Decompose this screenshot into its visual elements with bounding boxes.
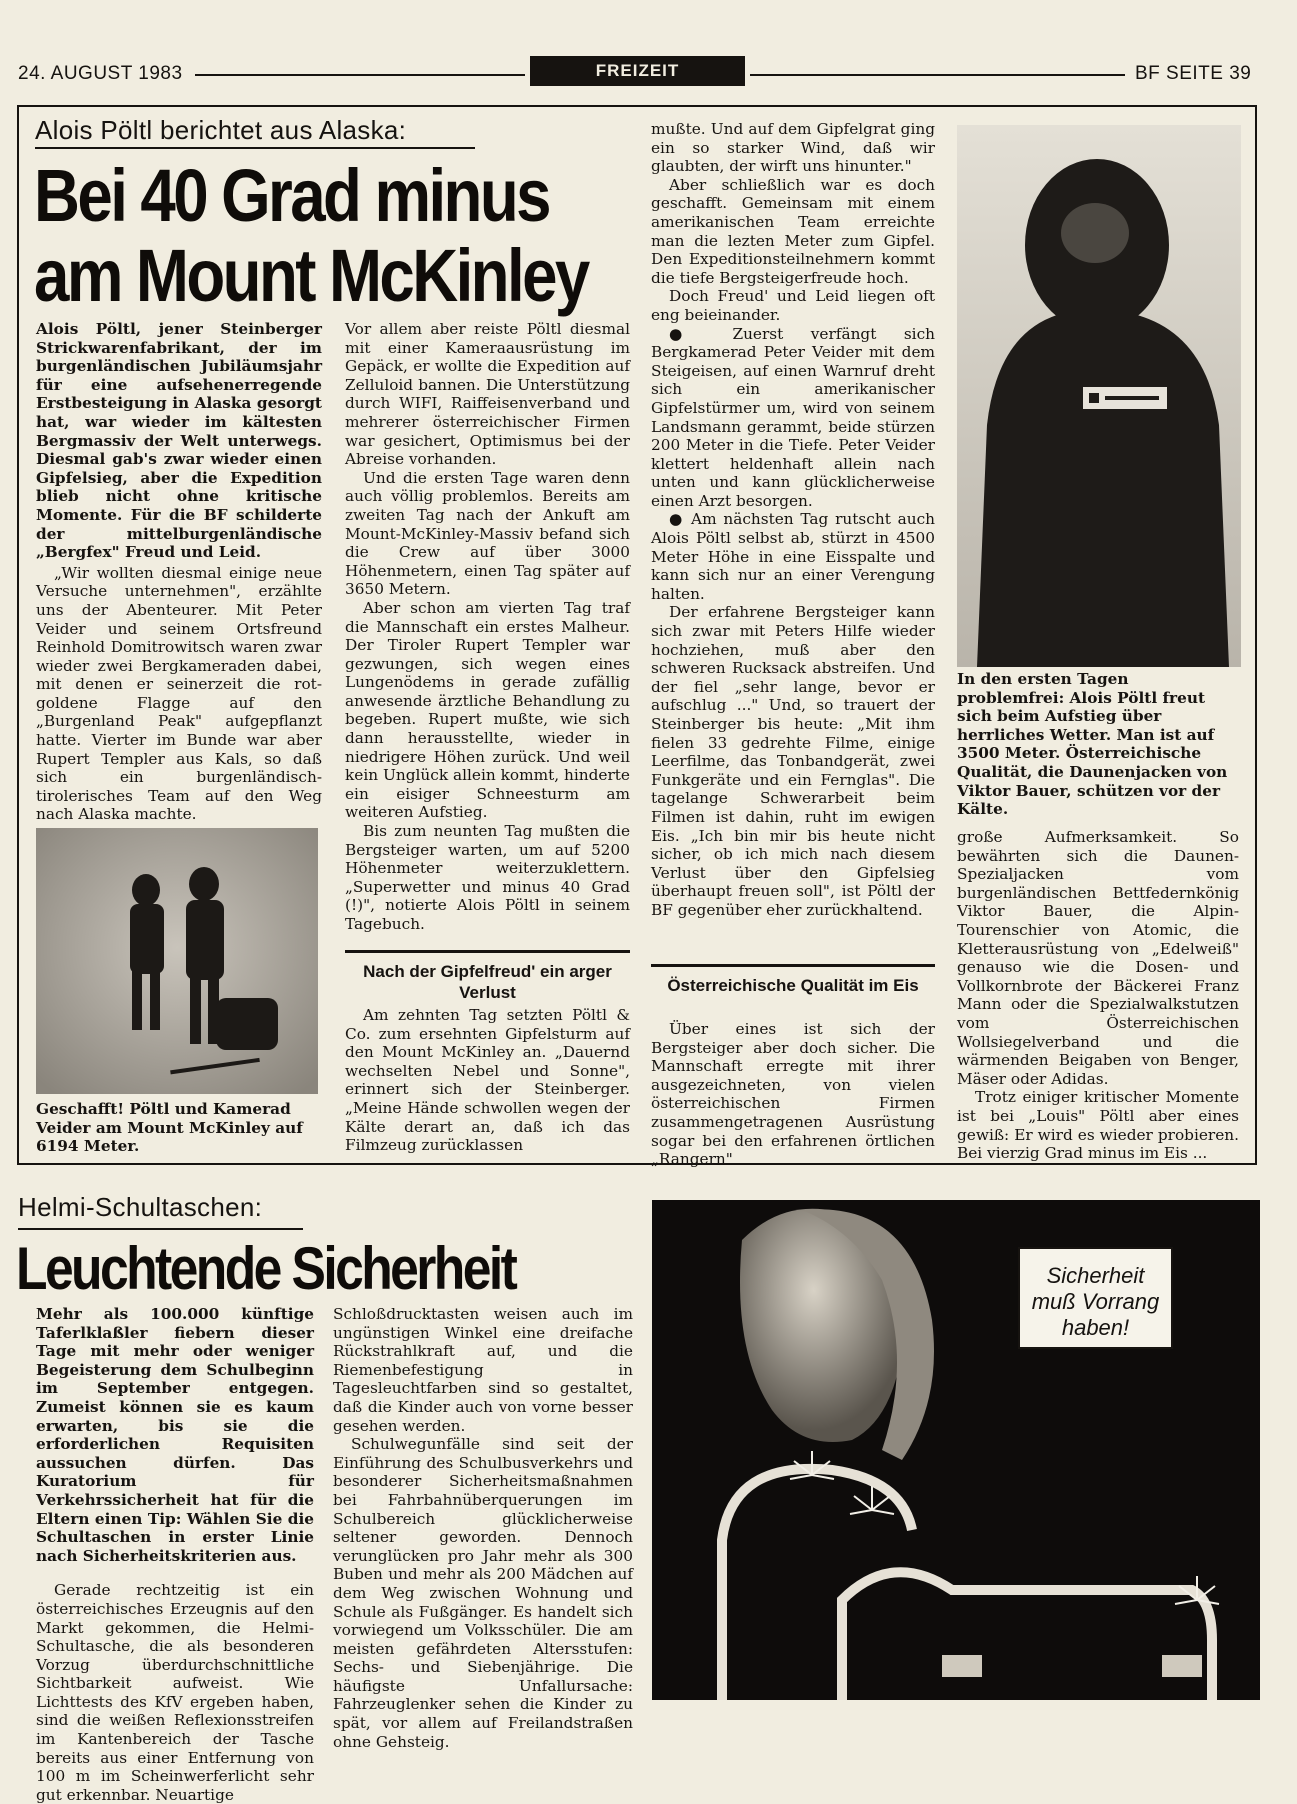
paragraph: Aber schon am vierten Tag traf die Mannschaft ein erstes Malheur. Der Tiroler Rupert Templer war gezwungen, sich wegen eines Lungenödems in gerade zufällig anwesende ärztliche Behandlung zu begeben. Rupert mußte, wie sich dann herausstellte, wieder in niedrigere Höhen zurück. Und weil kein Unglück allein kommt, hinderte ein eisiger Schneesturm am weiteren Aufstieg.: [345, 598, 630, 822]
article2-kicker: Helmi-Schultaschen:: [18, 1192, 263, 1222]
kicker-rule: [35, 147, 475, 149]
climber-photo-image: [957, 125, 1241, 667]
article1-column-2: [345, 320, 630, 934]
issue-date: 24. AUGUST 1983: [18, 63, 183, 84]
paragraph: Doch Freud' und Leid liegen oft eng beieinander.: [651, 287, 935, 324]
article2-lead: Mehr als 100.000 künftige Taferlklaßler fiebern dieser Tage mit mehr oder weniger Begeisterung dem Schulbeginn im September entgegen. Zumeist können sie es kaum erwarten, bis sie die erforderlichen Requisiten aussuchen dürfen. Das Kuratorium für Verkehrssicherheit hat für die Eltern einen Tip: Wählen Sie die Schultaschen in erster Linie nach Sicherheitskriterien aus.: [36, 1305, 314, 1565]
paragraph: Vor allem aber reiste Pöltl diesmal mit einer Kameraausrüstung im Gepäck, er wollte die Expedition auf Zelluloid bannen. Die Unterstützung durch WIFI, Raiffeisenverband und mehrerer österreichischer Firmen war gesichert, Optimismus bei der Abreise vorhanden.: [345, 320, 630, 469]
article2-column-1: [36, 1305, 314, 1804]
article2-headline: Leuchtende Sicherheit: [16, 1235, 516, 1302]
summit-photo: [36, 828, 318, 1094]
article1-kicker: Alois Pöltl berichtet aus Alaska:: [35, 115, 407, 145]
paragraph: Bis zum neunten Tag mußten die Bergsteiger warten, um auf 5200 Höhenmeter weiterzuklettern. „Superwetter und minus 40 Grad (!)", notierte Alois Pöltl in seinem Tagebuch.: [345, 822, 630, 933]
article1-headline-line1: Bei 40 Grad minus: [34, 154, 549, 237]
paragraph: Gerade rechtzeitig ist ein österreichisches Erzeugnis auf den Markt gekommen, die Helmi-Schultasche, die als besonderen Vorzug überdurchschnittliche Sichtbarkeit aufweist. Wie Lichttests des KfV ergeben haben, sind die weißen Reflexionsstreifen im Kantenbereich der Tasche bereits aus einer Entfernung von 100 m im Scheinwerferlicht sehr gut erkennbar. Neuartige: [36, 1581, 314, 1804]
paragraph: Schloßdrucktasten weisen auch im ungünstigen Winkel eine dreifache Rückstrahlkraft auf, und die Riemenbefestigung in Tagesleuchtfarben sind so gestaltet, daß die Kinder auch von vorne besser gesehen werden.: [333, 1305, 633, 1435]
paragraph: Aber schließlich war es doch geschafft. Gemeinsam mit einem amerikanischen Team erreichte man die lezten Meter zum Gipfel. Den Expeditionsteilnehmern kommt die tiefe Bergsteigerfreude hoch.: [651, 175, 935, 287]
section-tag-label: FREIZEIT: [535, 61, 740, 81]
climber-photo-caption: In den ersten Tagen problemfrei: Alois Pöltl freut sich beim Aufstieg über herrliches Wetter. Man ist auf 3500 Meter. Österreichische Qualität, die Daunenjacken von Viktor Bauer, schützen vor der Kälte.: [957, 670, 1228, 819]
climber-photo: [957, 125, 1241, 667]
article1-column-1: [36, 320, 322, 824]
article2-column-2: [333, 1305, 633, 1751]
paragraph: Und die ersten Tage waren denn auch völlig problemlos. Bereits am zweiten Tag nach der Ankuft am Mount-McKinley-Massiv befand sich die Crew auf über 3000 Höhenmetern, einen Tag später auf 3650 Metern.: [345, 468, 630, 599]
paragraph: ● Zuerst verfängt sich Bergkamerad Peter Veider mit dem Steigeisen, auf einen Warnruf dreht sich ein amerikanischer Gipfelstürmer um, wird von seinem Landsmann gerammt, beide stürzen 200 Meter in die Tiefe. Peter Veider klettert heldenhaft allein nach unten und kann glücklicherweise einen Arzt besorgen.: [651, 325, 935, 511]
article1-column-3-continued: [651, 1020, 935, 1169]
page-number: BF SEITE 39: [1135, 63, 1252, 84]
paragraph: ● Am nächsten Tag rutscht auch Alois Pöltl selbst ab, stürzt in 4500 Meter Höhe in eine Eisspalte und kann sich nur an einer Verengung halten.: [651, 510, 935, 603]
promo-slogan-box: Sicherheit muß Vorrang haben!: [1018, 1247, 1173, 1349]
subhead-gipfelfreud: Nach der Gipfelfreud' ein arger Verlust: [345, 950, 630, 1003]
kicker-rule: [18, 1228, 303, 1230]
paragraph: Trotz einiger kritischer Momente ist bei „Louis" Pöltl aber eines gewiß: Er wird es wieder probieren. Bei vierzig Grad minus im Eis ...: [957, 1088, 1239, 1163]
paragraph: „Wir wollten diesmal einige neue Versuche unternehmen", erzählte uns der Abenteurer. Mit Peter Veider und seinem Ortsfreund Reinhold Domitrowitsch waren zwar wieder zwei Bergkameraden dabei, mit denen er seinerzeit die rot-goldene Flagge auf den „Burgenland Peak" aufgepflanzt hatte. Vierter im Bunde war aber Rupert Templer aus Kals, so daß sich ein burgenländisch-tirolerisches Team auf den Weg nach Alaska machte.: [36, 563, 322, 824]
paragraph: Der erfahrene Bergsteiger kann sich zwar mit Peters Hilfe wieder hochziehen, muß aber den schweren Rucksack abstreifen. Und der fiel „sehr lange, bevor er aufschlug ..." Und, so trauert der Steinberger bis heute: „Mit ihm fielen 33 gedrehte Filme, einige Leerfilme, das Tonbandgerät, zwei Funkgeräte und ein Fernglas". Die tagelange Schwerarbeit beim Filmen ist dahin, ruht im ewigen Eis. „Ich bin mir bis heute nicht sicher, ob ich mich nach diesem Verlust über den Gipfelsieg überhaupt freuen soll", ist Pöltl der BF gegenüber eher zurückhaltend.: [651, 603, 935, 919]
header-rule-left: [195, 74, 525, 76]
article1-column-3: [651, 120, 935, 920]
paragraph: mußte. Und auf dem Gipfelgrat ging ein so starker Wind, daß wir glaubten, der wirft uns hinunter.": [651, 120, 935, 176]
paragraph: große Aufmerksamkeit. So bewährten sich die Daunen-Spezialjacken vom burgenländischen Bettfedernkönig Viktor Bauer, die Alpin-Tourenschier von Atomic, die Kletterausrüstung von „Edelweiß" genauso wie die Dosen- und Vollkornbrote der Bäckerei Franz Mann oder die Spezialwalkstutzen vom Österreichischen Wollsiegelverband und die wärmenden Beigaben von Benger, Mäser oder Adidas.: [957, 828, 1239, 1088]
article1-column-4: [957, 828, 1239, 1163]
header-rule-right: [750, 74, 1125, 76]
subhead-qualitaet: Österreichische Qualität im Eis: [651, 964, 935, 996]
article1-lead: Alois Pöltl, jener Steinberger Strickwarenfabrikant, der im burgenländischen Jubiläumsjahr für eine aufsehenerregende Erstbesteigung in Alaska gesorgt hat, war wieder im kältesten Bergmassiv der Welt unterwegs. Diesmal gab's zwar wieder einen Gipfelsieg, aber die Expedition blieb nicht ohne kritische Momente. Für die BF schilderte der mittelburgenländische „Bergfex" Freud und Leid.: [36, 320, 322, 562]
paragraph: Am zehnten Tag setzten Pöltl & Co. zum ersehnten Gipfelsturm auf den Mount McKinley an. „Dauernd wechselten Nebel und Sonne", erinnert sich der Steinberger. „Meine Hände schwollen wegen der Kälte derart an, daß ich das Filmzeug zurücklassen: [345, 1006, 630, 1155]
section-tag: [530, 56, 745, 86]
summit-photo-image: [36, 828, 318, 1094]
article1-headline-line2: am Mount McKinley: [34, 234, 588, 317]
summit-photo-caption: Geschafft! Pöltl und Kamerad Veider am Mount McKinley auf 6194 Meter.: [36, 1100, 303, 1156]
paragraph: Über eines ist sich der Bergsteiger aber doch sicher. Die Mannschaft erregte mit ihrer ausgezeichneten, von vielen österreichischen Firmen zusammengetragenen Ausrüstung sogar bei den erfahrenen örtlichen „Rangern": [651, 1020, 935, 1169]
paragraph: Schulwegunfälle sind seit der Einführung des Schulbusverkehrs und besonderer Sicherheitsmaßnahmen bei Fahrbahnüberquerungen im Schulbereich glücklicherweise seltener geworden. Dennoch verunglücken pro Jahr mehr als 300 Buben und mehr als 200 Mädchen auf dem Weg zwischen Wohnung und Schule als Fußgänger. Es handelt sich vorwiegend um Volksschüler. Die am meisten gefährdeten Altersstufen: Sechs- und Siebenjährige. Die häufigste Unfallursache: Fahrzeuglenker sehen die Kinder zu spät, vor allem auf Freilandstraßen ohne Gehsteig.: [333, 1435, 633, 1751]
article1-column-2-continued: [345, 1006, 630, 1155]
